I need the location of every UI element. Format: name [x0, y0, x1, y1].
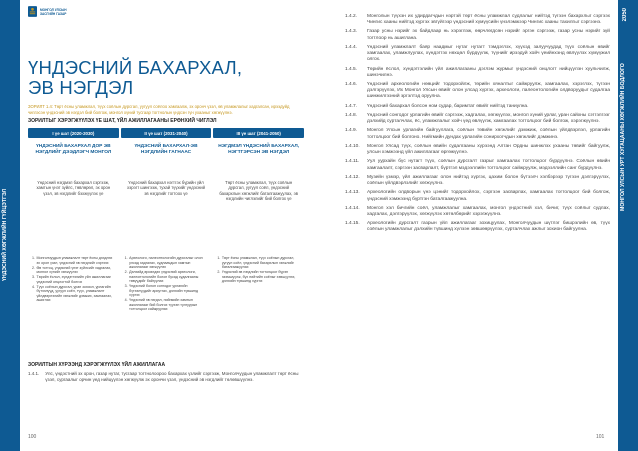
list-item-text: Түүх соёлын дурсгал, уран зохиол, урлагийн бүтээлүүд, уугуул соёл, түүх, уламжлалт үйлдвэрлэлийн хөгжлийг дэмжих, хамгаалах, ашиглах — [36, 284, 112, 302]
item-number: 1.4.13. — [345, 190, 360, 196]
item-text: Үндэсний сонгодог урлагийн өвийг сэргээж, хадгалах, хөгжүүлэх, монгол хүний урлаг, уран сайхны сэтгэлгээг дэлхийд сурталчлах, ёс, уламжлалыг хойч үед өвлүүлж, хамгаалах тогтолцоог бий болгож, хэрэгжүүлнэ. — [367, 113, 610, 125]
stage-goal-3: Төрт ёсны уламжлал, түүх соёлын дурсгал, уугуул соёл, үндэсний бахархлын хөгжлийг баталгаажуулах, эв нэгдлийн чиглэлийг бий болгох үе — [219, 180, 298, 202]
stage-1-list — [28, 256, 119, 312]
item-number: 1.4.5. — [345, 66, 358, 72]
item-text: Монгол Улсын урлагийн байгууллага, соёлын төвийн хөгжлийг дэмжиж, соёлын үйлдвэрлэл, урлагийн тогтолцоог бий болгоно. Нийгмийн дундах урлагийн сонирхогчдын хөгжлийг дэмжинэ. — [367, 128, 610, 140]
list-item-text: Төрт ёсны уламжлал, түүх соёлын дурсгал, уугуул соёл, үндэсний бахархлын хөгжлийг баталгаажуулах — [221, 256, 295, 269]
implementation-heading: ЗОРИЛТЫН ХҮРЭЭНД ХЭРЭГЖҮҮЛЭХ ҮЙЛ АЖИЛЛАГАА — [28, 362, 166, 368]
list-item-text: Үндэсний эв нэгдэл, нийгмийн хамтын ажиллагааг бий болгох түүхэн тулгуурын тогтолцоог сайжруулах — [129, 298, 198, 311]
item-number: 1.4.11. — [345, 159, 360, 165]
item-text: Археологийн дурсгалт газрын үйл ажиллагааг зохицуулах, Монголчуудын шүтлэг бишрэлийн өв, түүх соёлын уламжлалыг дэлхийн түвшинд хүлээн зөвшөөрүүлэх, сурталчлах ажлыг зохион байгуулна. — [367, 221, 610, 233]
list-item-text: Үндэсний болон сонгодог урлагийн бүтээлүүдийг ариутгах, дэлхийн түвшинд хүргэх — [129, 284, 198, 297]
list-item — [217, 256, 300, 270]
implementation-item — [345, 67, 610, 79]
title-line-2: ЭВ НЭГДЭЛ — [28, 77, 134, 98]
implementation-item — [345, 159, 610, 171]
list-item — [217, 270, 300, 284]
item-text: Монгол хэл бичгийн соёл, уламжлалыг хамгаалах, монгол үндэстний хэл, бичиг, түүх соёлыг судлах, хадгалах, дэлгэрүүлэх, хөгжүүлэх хөтөлбөрийг хэрэгжүүлнэ. — [367, 205, 610, 217]
list-item — [125, 284, 208, 298]
stage-3: III үе шат (2041-2050) — [213, 128, 304, 138]
page-number-right: 101 — [596, 434, 605, 440]
list-item-number: 2. — [124, 270, 128, 274]
government-logo — [28, 6, 67, 17]
list-item-number: 3. — [32, 275, 35, 279]
stage-goals — [28, 176, 304, 202]
column-heading-3: НЭГДМЭЛ ҮНДЭСНИЙ БАХАРХАЛ, НЭГТГЭРСЭН ЭВ НЭГДЭЛ — [218, 144, 300, 155]
item-text: Монголын түүхэн их удирдагчдын нэртэй төрт ёсны уламжлал судлалыг нийтэд түгээн бахархлыг сэргээх Чингис хааны нийтэд хүргэх эвгүйгээр үндэсний хүмүүсийн үнэлэмжээр Чингис хааны тахилгыг сэргээнэ. — [367, 14, 610, 26]
title-line-1: ҮНДЭСНИЙ БАХАРХАЛ, — [28, 57, 243, 78]
list-item-number: 4. — [32, 284, 35, 289]
stage-2-list — [121, 256, 212, 312]
stage-3-list — [213, 256, 304, 312]
list-item-number: 2. — [217, 270, 221, 274]
list-item — [32, 266, 115, 275]
stage-row — [28, 128, 304, 138]
list-item-number: 2. — [32, 265, 35, 270]
item-number: 1.4.6. — [345, 82, 358, 88]
item-number: 1.4.7. — [345, 103, 358, 109]
soyombo-emblem-icon — [28, 6, 37, 17]
list-item-text: Төрийн ёслол, хүндэтгэлийн үйл ажиллагааг үндэсний онцлогтой болгох — [36, 275, 111, 284]
item-text: Үндэсний бахархал болсон ном судар, баримтат өвийг нийтэд таниулна. — [367, 103, 529, 109]
stage-2: II үе шат (2031-2040) — [121, 128, 212, 138]
item-number: 1.4.3. — [345, 29, 358, 35]
implementation-list-right — [345, 14, 610, 237]
column-heading-1: ҮНДЭСНИЙ БАХАРХАЛ ДОР ЭВ НЭГДЛИЙГ ДЭЭДЛЭГЧ МОНГОЛ — [35, 144, 112, 155]
list-item — [32, 275, 115, 284]
implementation-item — [345, 45, 610, 63]
item-number: 1.4.2. — [345, 14, 358, 19]
item-text: Үндэсний археологийн нөөцийг тодорхойлж, төрийн хяналтыг сайжруулж, хамгаалах, хэрэглэх, түгээн дэлгэрүүлэх, Их Монгол Улсын өвийг олон улсад хүргэх, археологи, палеонтологийн олдворуудыг судалгаа шинжилгээний эргэлтэд оруулна. — [367, 82, 610, 100]
list-item-number: 1. — [124, 256, 128, 260]
item-number: 1.4.12. — [345, 174, 360, 180]
list-item-text: Дэлхийд өрсөлдөх үндэсний археологи, палеонтологийн болон бусад судалгааны төвүүдийг байгуулах — [129, 270, 199, 283]
list-item-text: Монголчуудын уламжлалт төрт ёсны дээдлэх эх орон үзэл, үндэсний эв нэгдлийг сэргээх — [36, 256, 113, 265]
right-sidebar-year: 2050 — [622, 8, 628, 22]
stage-goal-2: Үндэсний бахархал нэгтгэх бүрийн үйл хэрэгт шингээж, тухай түүхийг үндэсний эв нэгдлийг тогтоох үе — [127, 180, 205, 196]
list-item-text: Өв тогтоц, үндэсний үнэт зүйлсийг хадгалах, монгол хүнийг хөгжүүлэх — [36, 265, 112, 274]
implementation-item — [345, 128, 610, 140]
stage-1: I үе шат (2020-2030) — [28, 128, 119, 138]
list-item-text: Үндэсний эв нэгдлийн тогтолцоог бүрэн эзэмшүүлж, бүх нийтийн соёлыг хэвшүүлэх, дэлхийн түвшинд хүргэх — [221, 270, 296, 283]
right-sidebar — [618, 0, 638, 451]
goal-subtitle: ЗОРИЛТ 1.4: Төрт ёсны уламжлал, түүх соёлын дурсгал, уугуул соёлоо хамгаалж, эх оронч үзэл, өв уламжлалыг хадгалсан, ирээдүйд чиглэсэн үндэсний эв нэгдэл бий болгож, монгол хүний тусгаар тогтнолын үндсэн гүн ухааныг хөгжүүлнэ. — [28, 104, 290, 115]
implementation-item — [345, 144, 610, 156]
item-number: 1.4.9. — [345, 128, 358, 134]
item-text: Музейн үзмэр, үйл ажиллагааг олон нийтэд хүргэх, цахим болон бүтээлч хэлбэрээр түгээн дэлгэрүүлэх, соёлын үйлдвэрлэлийг хөгжүүлнэ. — [367, 174, 610, 187]
stages-section-heading: ЗОРИЛТЫГ ХЭРЭГЖҮҮЛЭХ ҮЕ ШАТ, ҮЙЛ АЖИЛЛАГААНЫ ЕРӨНХИЙ ЧИГЛЭЛ — [28, 118, 217, 124]
item-text: Төрийн ёслол, хүндэтгэлийн үйл ажиллагааны дэглэм журмыг үндэсний онцлогт нийцүүлэн хуульчилж, шинэчилнэ. — [367, 66, 610, 78]
item-text: Үндэсний уламжлалт баяр наадмыг нутаг нутагт тэмдэглэх, хүүхэд залуучуудад түүх соёлын өвийг хамгаалах, уламжлуулах, хүндэтгэх нөхцөл бүрдүүлж, түүнийг ирээдүй хойч үеийнхэнд өвлүүлэх хүмүүжил олгох. — [367, 44, 610, 63]
list-item — [32, 256, 115, 265]
list-item — [125, 270, 208, 284]
implementation-item — [345, 82, 610, 100]
logo-line-1: МОНГОЛ УЛСЫН — [40, 7, 67, 12]
logo-text — [40, 8, 67, 16]
implementation-item — [345, 221, 610, 233]
implementation-item-1-4-1 — [28, 371, 304, 383]
left-sidebar — [0, 0, 20, 451]
list-item-number: 1. — [32, 256, 35, 260]
item-text: Улс, үндэстний эх орон, газар нутаг, тусгаар тогтнолоороо бахархах үзлийг сэргээж, Монголчуудын уламжлалт төрт ёсны үзэл, сургаалыг орчин үед нийцүүлэн хөгжүүлж эх орончи үзэл, үндэсний эв нэгдлийг төлөвшүүлнэ. — [45, 371, 299, 382]
list-item-number: 3. — [124, 284, 128, 288]
left-sidebar-text: ҮНДЭСНИЙ ХӨГЖЛИЙН ГҮЙЦЭТГЭЛ — [2, 188, 8, 282]
item-text: Монгол Улсад түүх, соёлын өвийн судалгааны хүрээнд Алтан Ордны шинжлэх ухааны төвийг байгуулж, улсын хэмжээнд үйл ажиллагааг өргөжүүлнэ. — [367, 143, 610, 156]
item-number: 1.4.15. — [345, 221, 360, 227]
stage-action-lists — [28, 256, 304, 312]
stage-goal-1: Үндэсний нэгдмэл бахархал сэргээж, хамтын үнэт зүйлс, төвлөрөл, эх орон үзэл, эв нэгдлийг бэхжүүлэх үе — [36, 180, 111, 196]
list-item — [125, 256, 208, 270]
implementation-item — [345, 104, 610, 110]
list-item-number: 4. — [124, 298, 128, 302]
implementation-item — [345, 29, 610, 41]
page-title — [28, 58, 298, 98]
implementation-item — [345, 175, 610, 187]
list-item-text: Археологи, палеонтологийн дурсгалыг олон улсад хадгалах, судлаачдын хамтын ажиллагааг хөгжүүлэх — [129, 256, 203, 269]
item-number: 1.4.10. — [345, 143, 360, 149]
logo-line-2: ЗАСГИЙН ГАЗАР — [40, 11, 67, 16]
item-number: 1.4.4. — [345, 44, 358, 50]
item-text: Уул уурхайн бүс нутагт түүх, соёлын дурсгалт газрыг хамгаалах тогтолцоог бүрдүүлнэ. Соёлын өвийн хамгаалалт, сэргээн засварлалт, бүртгэл мэдээллийн тогтолцоог сайжруулж, мэдээллийн санг бүрдүүлнэ. — [367, 159, 610, 171]
column-headings — [28, 142, 304, 156]
list-item — [125, 298, 208, 312]
list-item-number: 1. — [217, 256, 221, 260]
item-number: 1.4.14. — [345, 205, 360, 211]
right-sidebar-text: МОНГОЛ УЛСЫН УРТ ХУГАЦААНЫ ХӨГЖЛИЙН БОДЛОГО — [620, 63, 626, 212]
item-text: Археологийн олдворын үнэ цэнийг тодорхойлох, сэргээн засварлах, хамгаалах тогтолцоог бий болгож, үндэсний хэмжээнд бүртгэн баталгаажуулна. — [367, 190, 610, 202]
list-item — [32, 285, 115, 303]
item-number: 1.4.8. — [345, 113, 358, 118]
page-number-left: 100 — [28, 434, 37, 440]
item-number: 1.4.1. — [28, 371, 40, 376]
implementation-item — [345, 113, 610, 125]
implementation-item — [345, 190, 610, 202]
implementation-item — [345, 14, 610, 26]
implementation-item — [345, 206, 610, 218]
column-heading-2: ҮНДЭСНИЙ БАХАРХАЛ-ЭВ НЭГДЛИЙН ГАГНААС — [134, 144, 198, 155]
item-text: Газар усны нэрийг эх байдлаар нь хэрэглэж, өөрчлөгдсөн нэрийг эргэн сэргээж, газар усны нэрийг зүй тогтлоор нь ашиглана. — [367, 29, 610, 41]
